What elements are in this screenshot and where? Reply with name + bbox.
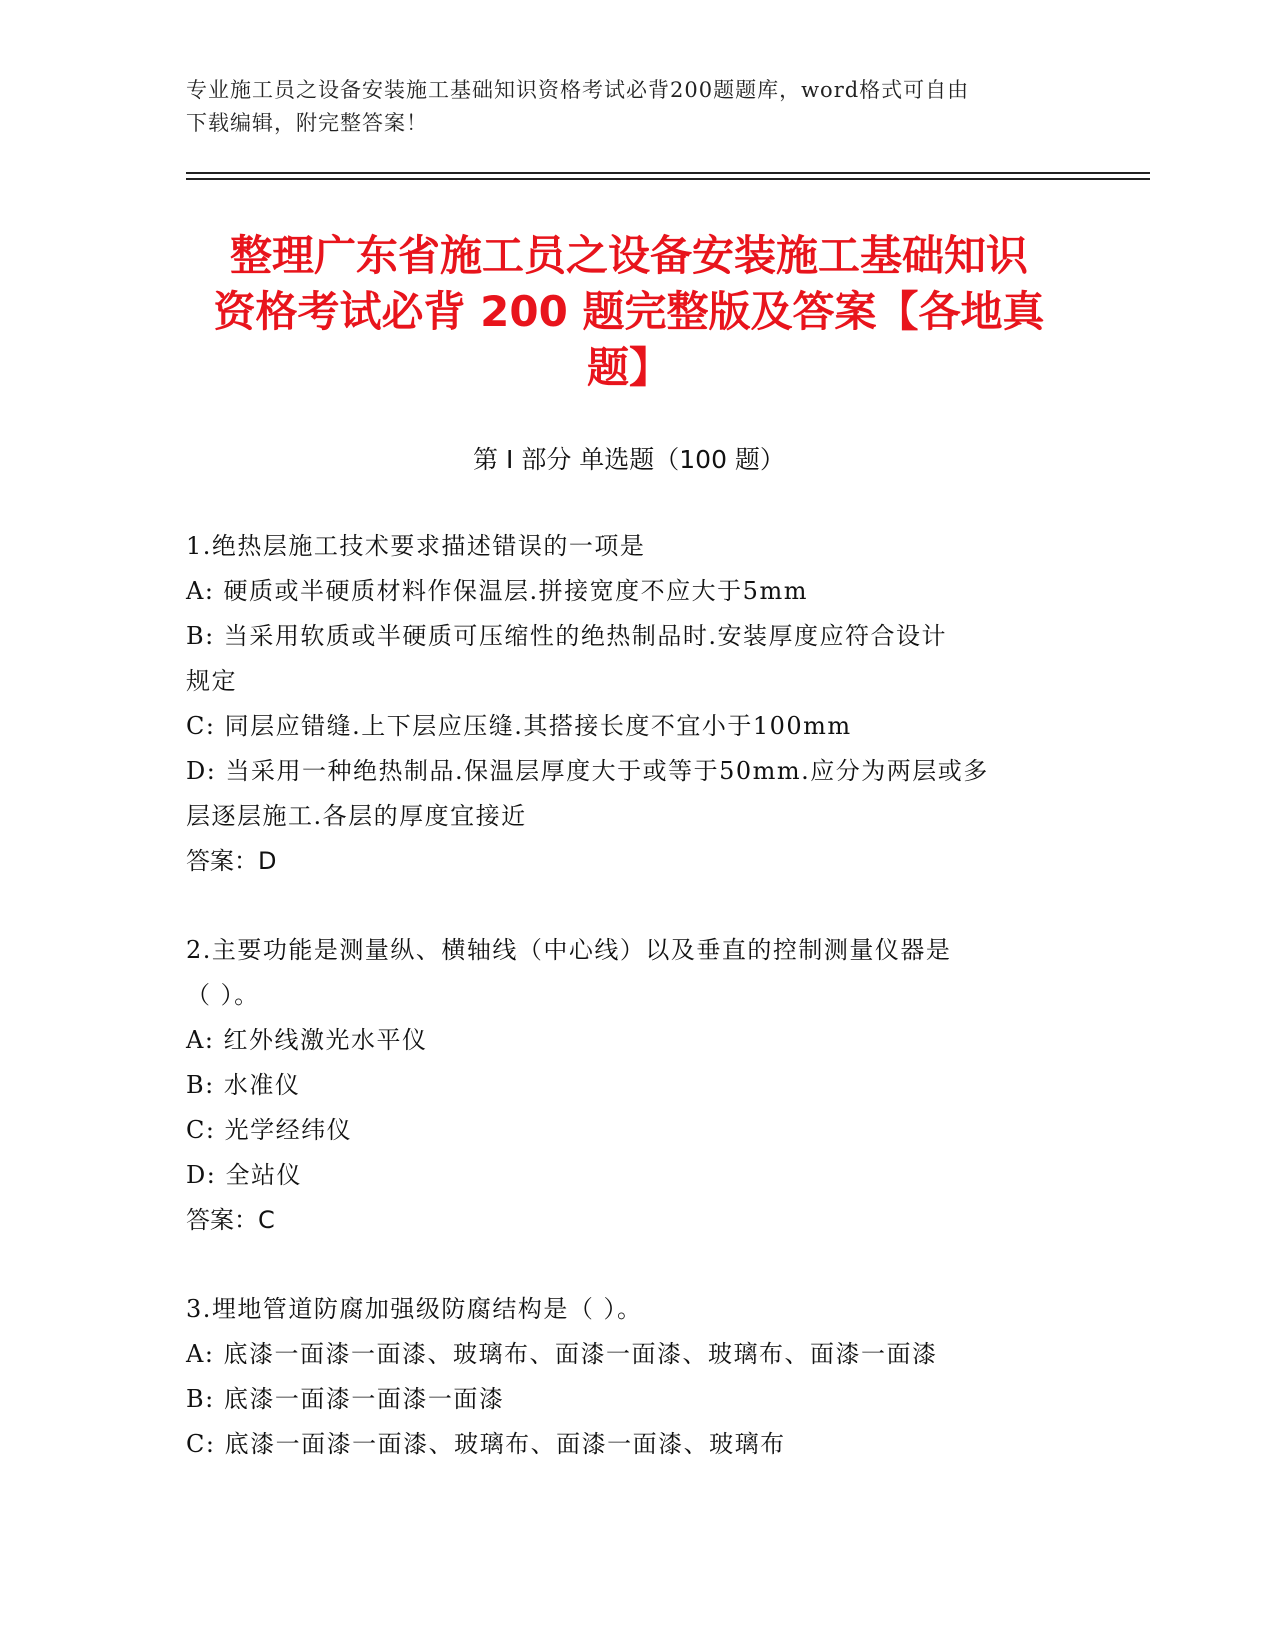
answer: 答案：C [186, 1206, 275, 1234]
header-line-1: 专业施工员之设备安装施工基础知识资格考试必背200题题库，word格式可自由 [186, 78, 970, 102]
section-title: 第 I 部分 单选题（100 题） [473, 445, 785, 474]
option-d: D: 当采用一种绝热制品.保温层厚度大于或等于50mm.应分为两层或多 [186, 757, 989, 785]
question-stem: 3.埋地管道防腐加强级防腐结构是（ ）。 [186, 1295, 643, 1323]
option-a: A: 底漆一面漆一面漆、玻璃布、面漆一面漆、玻璃布、面漆一面漆 [186, 1340, 938, 1368]
option-c: C: 同层应错缝.上下层应压缝.其搭接长度不宜小于100mm [186, 712, 852, 740]
header-divider-bottom [186, 178, 1150, 180]
option-a: A: 红外线激光水平仪 [186, 1026, 428, 1054]
option-c: C: 底漆一面漆一面漆、玻璃布、面漆一面漆、玻璃布 [186, 1430, 786, 1458]
question-stem: 2.主要功能是测量纵、横轴线（中心线）以及垂直的控制测量仪器是 [186, 936, 952, 964]
option-a: A: 硬质或半硬质材料作保温层.拼接宽度不应大于5mm [186, 577, 808, 605]
answer: 答案：D [186, 847, 277, 875]
header-line-2: 下载编辑，附完整答案！ [186, 111, 428, 135]
question-3 [186, 1287, 1076, 1467]
option-d: D: 全站仪 [186, 1161, 302, 1189]
question-2 [186, 928, 1076, 1243]
option-c: C: 光学经纬仪 [186, 1116, 353, 1144]
option-b-continued: 规定 [186, 667, 237, 695]
title-line-1: 整理广东省施工员之设备安装施工基础知识 [229, 231, 1028, 280]
document-header [186, 74, 1086, 140]
question-list [186, 524, 1076, 1511]
question-1 [186, 524, 1076, 884]
header-divider-top [186, 172, 1150, 174]
option-d-continued: 层逐层施工.各层的厚度宜接近 [186, 802, 527, 830]
question-stem-continued: （ ）。 [186, 981, 260, 1009]
question-stem: 1.绝热层施工技术要求描述错误的一项是 [186, 532, 646, 560]
title-line-3: 题】 [586, 343, 671, 392]
option-b: B: 当采用软质或半硬质可压缩性的绝热制品时.安装厚度应符合设计 [186, 622, 947, 650]
title-line-2: 资格考试必背 200 题完整版及答案【各地真 [213, 287, 1045, 336]
option-b: B: 水准仪 [186, 1071, 301, 1099]
document-title [186, 228, 1072, 396]
option-b: B: 底漆一面漆一面漆一面漆 [186, 1385, 505, 1413]
